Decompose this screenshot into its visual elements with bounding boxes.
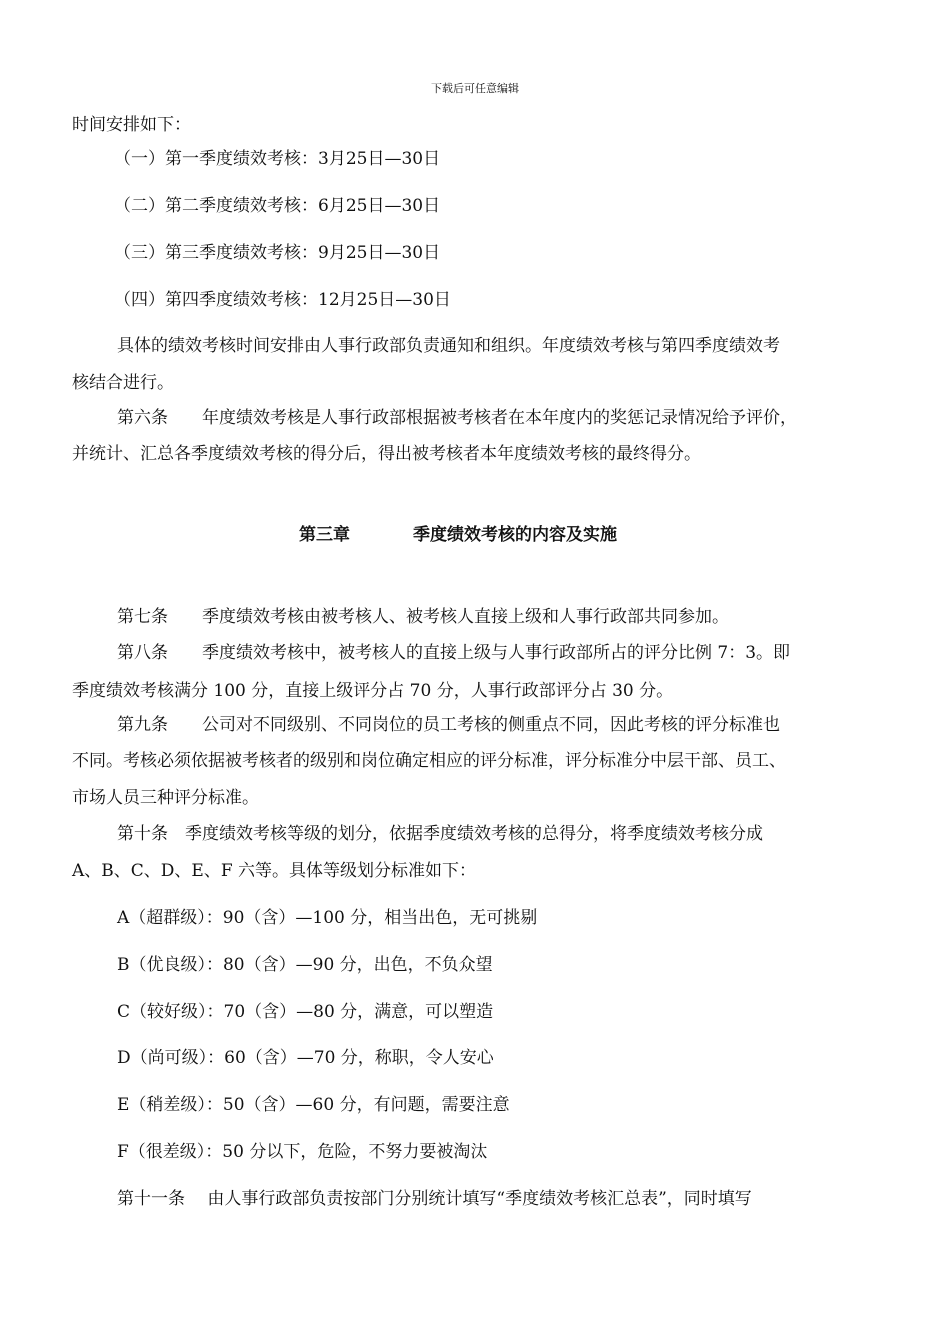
article10-line2: A、B、C、D、E、F 六等。具体等级划分标准如下：: [72, 861, 477, 881]
chapter-title: 季度绩效考核的内容及实施: [413, 525, 617, 545]
article8-line1: 第八条 季度绩效考核中，被考核人的直接上级与人事行政部所占的评分比例 7：3。即: [117, 643, 791, 663]
schedule-paragraph-line1: 具体的绩效考核时间安排由人事行政部负责通知和组织。年度绩效考核与第四季度绩效考: [117, 336, 780, 356]
grade-d: D（尚可级）：60（含）—70 分，称职，令人安心: [117, 1048, 494, 1068]
grade-b: B（优良级）：80（含）—90 分，出色，不负众望: [117, 955, 493, 975]
article9-line2: 不同。考核必须依据被考核者的级别和岗位确定相应的评分标准，评分标准分中层干部、员工、: [72, 751, 786, 771]
schedule-item-q2: （二）第二季度绩效考核：6月25日—30日: [114, 196, 441, 216]
article7-line1: 第七条 季度绩效考核由被考核人、被考核人直接上级和人事行政部共同参加。: [117, 607, 729, 627]
grade-f: F（很差级）：50 分以下，危险，不努力要被淘汰: [117, 1142, 488, 1162]
chapter-number: 第三章: [299, 525, 350, 545]
schedule-item-q1: （一）第一季度绩效考核：3月25日—30日: [114, 149, 441, 169]
schedule-item-q4: （四）第四季度绩效考核：12月25日—30日: [114, 290, 451, 310]
article10-line1: 第十条 季度绩效考核等级的划分，依据季度绩效考核的总得分，将季度绩效考核分成: [117, 824, 763, 844]
grade-a: A（超群级）：90（含）—100 分，相当出色，无可挑剔: [117, 908, 538, 928]
article11-line1: 第十一条 由人事行政部负责按部门分别统计填写“季度绩效考核汇总表”，同时填写: [117, 1189, 752, 1209]
article8-line2: 季度绩效考核满分 100 分，直接上级评分占 70 分，人事行政部评分占 30 分。: [72, 681, 674, 701]
grade-e: E（稍差级）：50（含）—60 分，有问题，需要注意: [117, 1095, 510, 1115]
article6-line1: 第六条 年度绩效考核是人事行政部根据被考核者在本年度内的奖惩记录情况给予评价，: [117, 408, 797, 428]
article9-line3: 市场人员三种评分标准。: [72, 788, 259, 808]
page-header-note: 下载后可任意编辑: [431, 82, 519, 95]
article9-line1: 第九条 公司对不同级别、不同岗位的员工考核的侧重点不同，因此考核的评分标准也: [117, 715, 780, 735]
schedule-item-q3: （三）第三季度绩效考核：9月25日—30日: [114, 243, 441, 263]
schedule-paragraph-line2: 核结合进行。: [72, 373, 174, 393]
schedule-intro: 时间安排如下：: [72, 115, 191, 135]
article6-line2: 并统计、汇总各季度绩效考核的得分后，得出被考核者本年度绩效考核的最终得分。: [72, 444, 701, 464]
grade-c: C（较好级）：70（含）—80 分，满意，可以塑造: [117, 1002, 494, 1022]
